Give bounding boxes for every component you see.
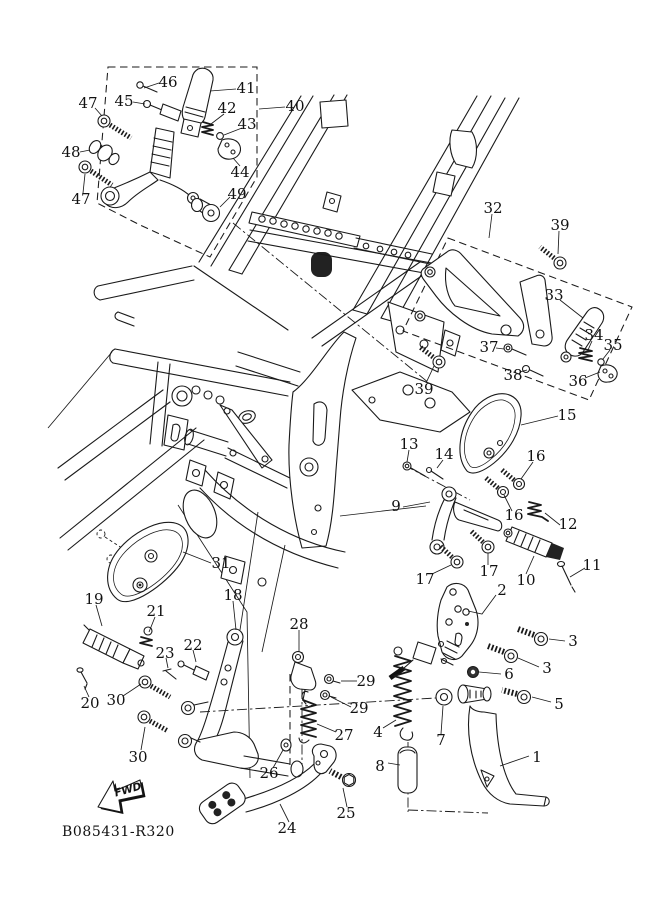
part-label-42: 42 [217,99,237,117]
part-label-13: 13 [399,435,419,453]
part-label-2: 2 [497,581,507,599]
part-8-collar [398,747,417,793]
part-label-39b: 39 [414,380,434,398]
part-45-pin [144,101,182,122]
part-label-10: 10 [516,571,536,589]
part-label-20: 20 [80,694,100,712]
part-label-45: 45 [114,92,134,110]
part-label-1: 1 [532,748,542,766]
part-35-ring [598,359,604,365]
part-label-3b: 3 [542,659,552,677]
part-13-pin [403,462,425,476]
part-label-3a: 3 [568,632,578,650]
part-label-4: 4 [373,723,383,741]
part-37-pin [504,344,526,355]
part-label-12: 12 [558,515,578,533]
part-26-washer [281,739,291,751]
part-40-shift-lever [101,128,199,208]
part-39-bolt-upper [540,247,566,269]
part-10-footrest [504,527,564,560]
part-label-44: 44 [230,163,250,181]
part-label-18: 18 [223,586,243,604]
part-label-43: 43 [237,115,257,133]
part-label-30a: 30 [106,691,126,709]
part-31-heel-guard [108,522,188,601]
part-label-9: 9 [391,497,401,515]
part-label-7: 7 [436,731,446,749]
motorcycle-frame [58,95,519,586]
part-label-40: 40 [285,97,305,115]
part-label-16a: 16 [526,447,546,465]
part-28-stop-switch-bracket [291,652,316,705]
part-label-29b: 29 [349,699,369,717]
part-6-nut [468,667,479,678]
fwd-arrow-label: FWD [113,780,143,800]
part-label-30b: 30 [128,748,148,766]
part-49-damper [192,199,220,222]
part-label-36: 36 [568,372,588,390]
part-label-38: 38 [503,366,523,384]
part-25-bolt [330,771,356,787]
part-17-bolt-a [440,546,463,568]
part-1-side-stand [458,685,549,806]
part-label-48: 48 [61,143,81,161]
part-3-bolt-b [488,646,518,663]
part-label-34: 34 [584,326,604,344]
part-label-49: 49 [227,185,247,203]
part-label-41: 41 [236,79,256,97]
part-15-heel-guard [460,394,521,473]
part-label-32: 32 [483,199,503,217]
part-label-25: 25 [336,804,356,822]
part-label-24: 24 [277,819,297,837]
part-22-pin [178,661,209,680]
part-label-37: 37 [479,338,499,356]
part-label-22: 22 [183,636,203,654]
part-label-6: 6 [504,665,514,683]
part-48-bushing [87,138,121,166]
diagram-part-code: B085431-R320 [62,824,175,840]
part-19-footrest [83,625,144,669]
part-44-plate [218,139,241,159]
part-label-17b: 17 [479,562,499,580]
part-label-5: 5 [554,695,564,713]
part-label-33: 33 [544,286,564,304]
fwd-arrow [98,780,146,814]
part-2-stand-bracket [437,583,478,665]
part-label-17a: 17 [415,570,435,588]
part-30-bolt-a [139,676,170,697]
part-12-spring [528,502,548,521]
part-label-15: 15 [557,406,577,424]
part-4-stand-spring [394,647,413,740]
part-7-washer [436,689,452,705]
part-17-bolt-b [471,531,494,553]
part-label-35: 35 [603,336,623,354]
part-20-pin [77,668,87,689]
part-label-21: 21 [146,602,166,620]
part-label-29a: 29 [356,672,376,690]
part-label-19: 19 [84,590,104,608]
part-43-ring [217,133,224,140]
part-label-46: 46 [158,73,178,91]
part-label-47b: 47 [71,190,91,208]
part-5-bolt [502,690,531,704]
part-label-26: 26 [259,764,279,782]
part-label-47a: 47 [78,94,98,112]
part-29-screw-a [325,675,341,684]
part-label-23: 23 [155,644,175,662]
part-11-pin [558,562,576,593]
part-30-bolt-b [138,711,168,731]
part-23-clevis-pin [163,669,176,679]
part-label-16b: 16 [504,506,524,524]
part-label-8: 8 [375,757,385,775]
part-label-31: 31 [211,554,231,572]
part-label-39a: 39 [550,216,570,234]
part-16-screw-b [486,478,509,498]
part-label-14: 14 [434,445,454,463]
part-label-28: 28 [289,615,309,633]
part-14-pin [427,468,444,480]
part-label-11: 11 [582,556,602,574]
part-36-plate [598,365,617,382]
part-3-bolt-a [518,629,548,646]
part-label-27: 27 [334,726,354,744]
